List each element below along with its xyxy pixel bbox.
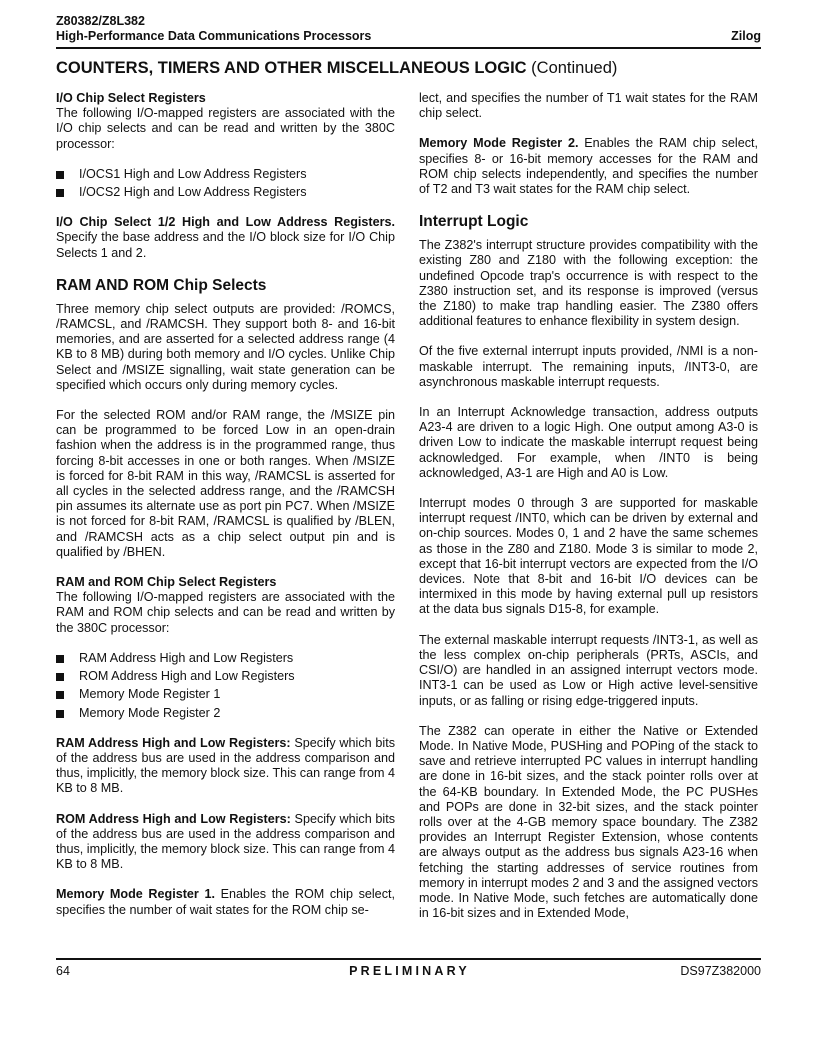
part-number: Z80382/Z8L382 (56, 14, 145, 28)
ram-rom-registers-heading: RAM and ROM Chip Select Registers (56, 575, 277, 590)
bullet-icon (56, 655, 64, 663)
io-intro: The following I/O-mapped registers are associated with the I/O chip selects and can be read and written by the 380C processor: (56, 106, 395, 151)
memory-mode-2-paragraph: Memory Mode Register 2. Enables the RAM chip select, specifies 8- or 16-bit memory accesses for the RAM and ROM chip selects independently, and specifies the number of T2 and T3 wait states for the RAM chip select. (419, 136, 758, 197)
list-item: RAM Address High and Low Registers (56, 651, 395, 666)
preliminary-label: PRELIMINARY (349, 964, 470, 978)
page-number: 64 (56, 964, 70, 978)
interrupt-logic-heading: Interrupt Logic (419, 213, 529, 231)
list-item: I/OCS1 High and Low Address Registers (56, 167, 395, 182)
header-rule (56, 47, 761, 49)
ram-rom-registers-intro: The following I/O-mapped registers are associated with the RAM and ROM chip selects and can be read and written by the 380C processor: (56, 590, 395, 635)
section-title (56, 58, 617, 78)
interrupt-paragraph-4: Interrupt modes 0 through 3 are supported for maskable interrupt request /INT0, which can be driven by external and on-chip sources. Modes 0, 1 and 2 have the same schemes as those in the Z80 and Z180. Mode 3 is similar to mode 2, except that 16-bit interrupt vectors are expected from the I/O devices. Note that 8-bit and 16-bit I/O devices can be intermixed in this mode by having external pull up resistors at the data bus signals D15-8, for example. (419, 496, 758, 617)
bullet-icon (56, 189, 64, 197)
bullet-icon (56, 171, 64, 179)
ram-rom-paragraph-1: Three memory chip select outputs are provided: /ROMCS, /RAMCSL, and /RAMCSH. They support both 8- and 16-bit memories, and are asserted for a selected address range (4 KB to 8 MB) during both memory and I/O cycles. Unlike Chip Select and /MSIZE signalling, wait state generation can be specified which occurs only during memory cycles. (56, 301, 395, 392)
list-item: Memory Mode Register 2 (56, 706, 395, 721)
right-column (419, 91, 758, 921)
footer-rule (56, 958, 761, 960)
interrupt-paragraph-6: The Z382 can operate in either the Native or Extended Mode. In Native Mode, PUSHing and POPing of the stack to save and retrieve interrupted PC values in interrupt handling are done in 16-bit sizes, and the stack pointer rolls over at the 64-KB boundary. In Extended Mode, the PC PUSHes and POPs are done in 32-bit sizes, and the stack pointer rolls over at the 4-GB memory space boundary. The Z382 provides an Interrupt Register Extension, whose contents are always output as the address bus signals A23-16 when fetching the starting addresses of service routines from memory in interrupt modes 2 and 3 and the assigned vectors mode. In Native Mode, such fetches are automatically done in 16-bit sizes and in Extended Mode, (419, 723, 758, 921)
section-title-text: COUNTERS, TIMERS AND OTHER MISCELLANEOUS LOGIC (56, 59, 527, 77)
list-item: ROM Address High and Low Registers (56, 669, 395, 684)
running-header (56, 14, 371, 44)
interrupt-paragraph-2: Of the five external interrupt inputs provided, /NMI is a non-maskable interrupt. The remaining inputs, /INT3-0, are asynchronous maskable interrupt requests. (419, 344, 758, 389)
ram-rom-paragraph-2: For the selected ROM and/or RAM range, the /MSIZE pin can be programmed to be forced Low in an open-drain fashion when the address is in the programmed range, thus forcing 8-bit accesses in one or both ranges. When /MSIZE is forced for 8-bit RAM in this way, /RAMCSL is asserted for all cycles in the selected address range, and the /RAMCSH pin assumes its alternate use as port pin PC7. When /MSIZE is not forced for 8-bit RAM, /RAMCSL is qualified by /BLEN, and /RAMCSH acts as a chip select output pin and is qualified by /BHEN. (56, 408, 395, 559)
bullet-icon (56, 673, 64, 681)
brand-name: Zilog (731, 29, 761, 43)
ram-rom-register-list (56, 651, 395, 721)
bullet-icon (56, 691, 64, 699)
list-item: Memory Mode Register 1 (56, 687, 395, 702)
section-continued: (Continued) (531, 59, 618, 77)
interrupt-paragraph-3: In an Interrupt Acknowledge transaction, address outputs A23-4 are driven to a logic High. One output among A3-0 is driven Low to indicate the maskable interrupt request being acknowledged. For example, when /INT0 is being acknowledged, A3-1 are High and A0 is Low. (419, 405, 758, 480)
list-item: I/OCS2 High and Low Address Registers (56, 185, 395, 200)
left-column (56, 91, 395, 918)
io12-lead: I/O Chip Select 1/2 High and Low Address Registers. (56, 215, 395, 230)
interrupt-paragraph-5: The external maskable interrupt requests /INT3-1, as well as the less complex on-chip peripherals (PRTs, ASCIs, and CSI/O) are handled in an assigned interrupt vectors mode. INT3-1 can be used as Low or High active level-sensitive inputs, or as falling or rising edge-triggered inputs. (419, 632, 758, 708)
io12-paragraph: I/O Chip Select 1/2 High and Low Address Registers. Specify the base address and the I/O block size for I/O Chip Selects 1 and 2. (56, 215, 395, 260)
io-chip-select-heading: I/O Chip Select Registers (56, 91, 206, 105)
bullet-icon (56, 710, 64, 718)
io-register-list (56, 167, 395, 200)
memory-mode-1-paragraph: Memory Mode Register 1. Enables the ROM chip select, specifies the number of wait states for the ROM chip se- (56, 887, 395, 917)
memory-mode-1-continued: lect, and specifies the number of T1 wait states for the RAM chip select. (419, 91, 758, 121)
interrupt-paragraph-1: The Z382's interrupt structure provides compatibility with the existing Z80 and Z180 with the following exception: the undefined Opcode trap's occurrence is with respect to the Z380 instruction set, and its response is improved (versus the Z180) to make trap handling easier. The Z380 offers additional features to enhance flexibility in system design. (419, 238, 758, 329)
rom-address-paragraph: ROM Address High and Low Registers: Specify which bits of the address bus are used in the address comparison and thus, implicitly, the memory block size. This can range from 4 KB to 8 MB. (56, 811, 395, 872)
ram-rom-heading: RAM AND ROM Chip Selects (56, 276, 267, 294)
document-subtitle: High-Performance Data Communications Processors (56, 29, 372, 43)
document-number: DS97Z382000 (680, 964, 761, 978)
ram-address-paragraph: RAM Address High and Low Registers: Specify which bits of the address bus are used in the address comparison and thus, implicitly, the memory block size. This can range from 4 KB to 8 MB. (56, 735, 395, 796)
